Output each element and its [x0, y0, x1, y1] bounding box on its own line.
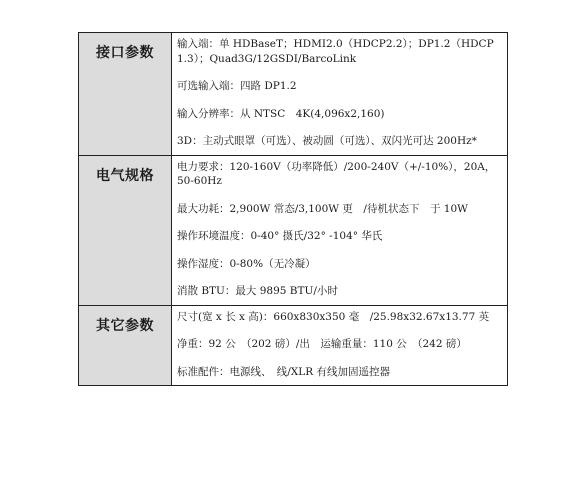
spec-line: 3D：主动式眼罩（可选）、被动圆（可选）、双闪光可达 200Hz*	[177, 135, 477, 147]
spec-line: 标准配件：电源线、 线/XLR 有线加固遥控器	[177, 365, 390, 378]
spec-table	[78, 32, 508, 386]
section-label: 电气规格	[96, 167, 154, 184]
spec-line: 电力要求：120-160V（功率降低）/200-240V（+/-10%），20A，50-60Hz	[177, 160, 496, 187]
section-label-cell	[79, 155, 172, 305]
spec-line: 操作湿度：0-80%（无冷凝）	[177, 257, 316, 270]
spec-line: 可选输入端：四路 DP1.2	[177, 80, 297, 92]
spec-line: 操作环境温度：0-40° 摄氏/32° -104° 华氏	[177, 230, 383, 242]
spec-line: 输入分辨率：从 NTSC 4K(4,096x2,160)	[177, 107, 385, 120]
spec-line: 尺寸(宽 x 长 x 高)：660x830x350 毫 /25.98x32.67x13.77 英	[177, 310, 490, 323]
section-label: 接口参数	[96, 45, 154, 61]
spec-row-electrical	[79, 155, 508, 305]
spec-line: 最大功耗：2,900W 常态/3,100W 更 /待机状态下 于 10W	[177, 202, 468, 215]
spec-line: 输入端：单 HDBaseT；HDMI2.0（HDCP2.2）；DP1.2（HDCP1.3）；Quad3G/12GSDI/BarcoLink	[177, 38, 494, 65]
spec-row-other	[79, 305, 508, 386]
section-label-cell	[79, 33, 172, 156]
section-content-cell	[172, 155, 508, 305]
spec-line: 消散 BTU：最大 9895 BTU/小时	[177, 285, 338, 297]
section-content-cell	[172, 305, 508, 386]
spec-line: 净重：92 公 （202 磅）/出 运输重量：110 公 （242 磅）	[177, 338, 467, 350]
spec-row-interface	[79, 33, 508, 156]
section-label: 其它参数	[96, 317, 154, 334]
section-label-cell	[79, 305, 172, 386]
section-content-cell	[172, 33, 508, 156]
